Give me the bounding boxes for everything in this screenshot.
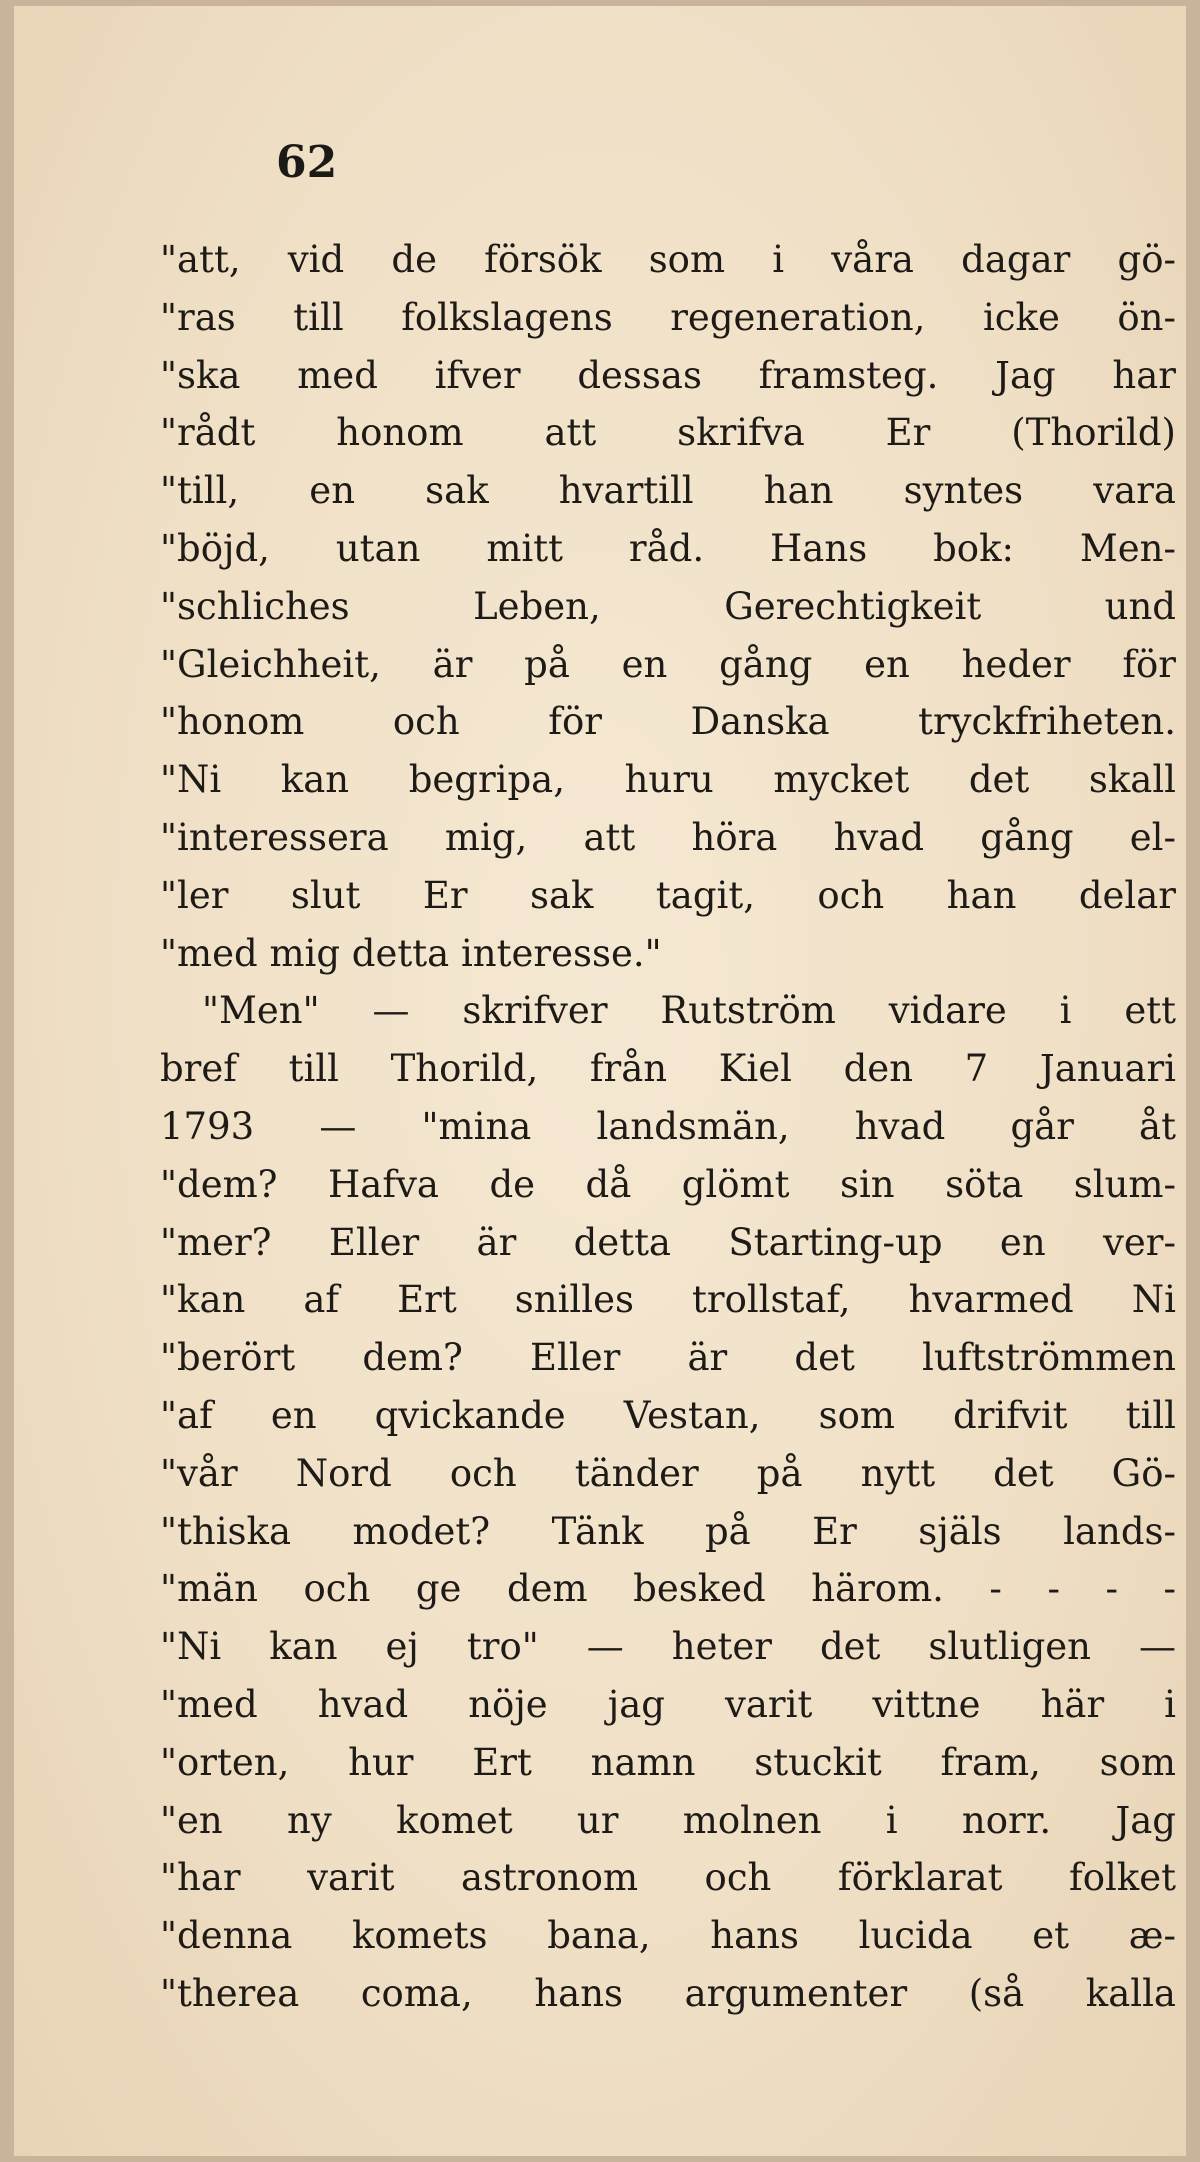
text-line: "Gleichheit, är på en gång en heder för — [160, 642, 1176, 686]
text-line: "vår Nord och tänder på nytt det Gö- — [160, 1451, 1176, 1495]
text-line: "Ni kan ej tro" — heter det slutligen — — [160, 1625, 1176, 1669]
text-line: 1793 — "mina landsmän, hvad går åt — [160, 1104, 1176, 1148]
text-line: "honom och för Danska tryckfriheten. — [160, 700, 1176, 744]
text-line: "med mig detta interesse." — [160, 931, 662, 975]
text-line: "till, en sak hvartill han syntes vara — [160, 469, 1176, 513]
text-line: "ska med ifver dessas framsteg. Jag har — [160, 353, 1176, 397]
body-text — [160, 231, 1176, 2023]
text-line: "rådt honom att skrifva Er (Thorild) — [160, 411, 1176, 455]
text-line: "af en qvickande Vestan, som drifvit till — [160, 1393, 1176, 1437]
text-line: "böjd, utan mitt råd. Hans bok: Men- — [160, 526, 1176, 570]
book-page — [14, 6, 1186, 2156]
text-line: "therea coma, hans argumenter (så kalla — [160, 1971, 1176, 2015]
text-line: "schliches Leben, Gerechtigkeit und — [160, 584, 1176, 628]
text-line: "Men" — skrifver Rutström vidare i ett — [202, 989, 1176, 1033]
text-line: "thiska modet? Tänk på Er själs lands- — [160, 1509, 1176, 1553]
text-line: "berört dem? Eller är det luftströmmen — [160, 1336, 1176, 1380]
text-line: "har varit astronom och förklarat folket — [160, 1856, 1176, 1900]
text-line: "ler slut Er sak tagit, och han delar — [160, 873, 1176, 917]
text-line: "en ny komet ur molnen i norr. Jag — [160, 1798, 1176, 1842]
text-line: "orten, hur Ert namn stuckit fram, som — [160, 1740, 1176, 1784]
text-line: "Ni kan begripa, huru mycket det skall — [160, 758, 1176, 802]
text-line: bref till Thorild, från Kiel den 7 Januari — [160, 1047, 1176, 1091]
text-line: "med hvad nöje jag varit vittne här i — [160, 1682, 1176, 1726]
text-line: "dem? Hafva de då glömt sin söta slum- — [160, 1162, 1176, 1206]
text-line: "kan af Ert snilles trollstaf, hvarmed Ni — [160, 1278, 1176, 1322]
text-line: "interessera mig, att höra hvad gång el- — [160, 815, 1176, 859]
text-line: "att, vid de försök som i våra dagar gö- — [160, 238, 1176, 281]
text-line: "mer? Eller är detta Starting-up en ver- — [160, 1220, 1176, 1264]
page-number: 62 — [276, 137, 338, 188]
text-line: "ras till folkslagens regeneration, icke ön- — [160, 295, 1176, 339]
text-line: "denna komets bana, hans lucida et æ- — [160, 1914, 1176, 1958]
text-line: "män och ge dem besked härom. - - - - — [160, 1567, 1176, 1611]
